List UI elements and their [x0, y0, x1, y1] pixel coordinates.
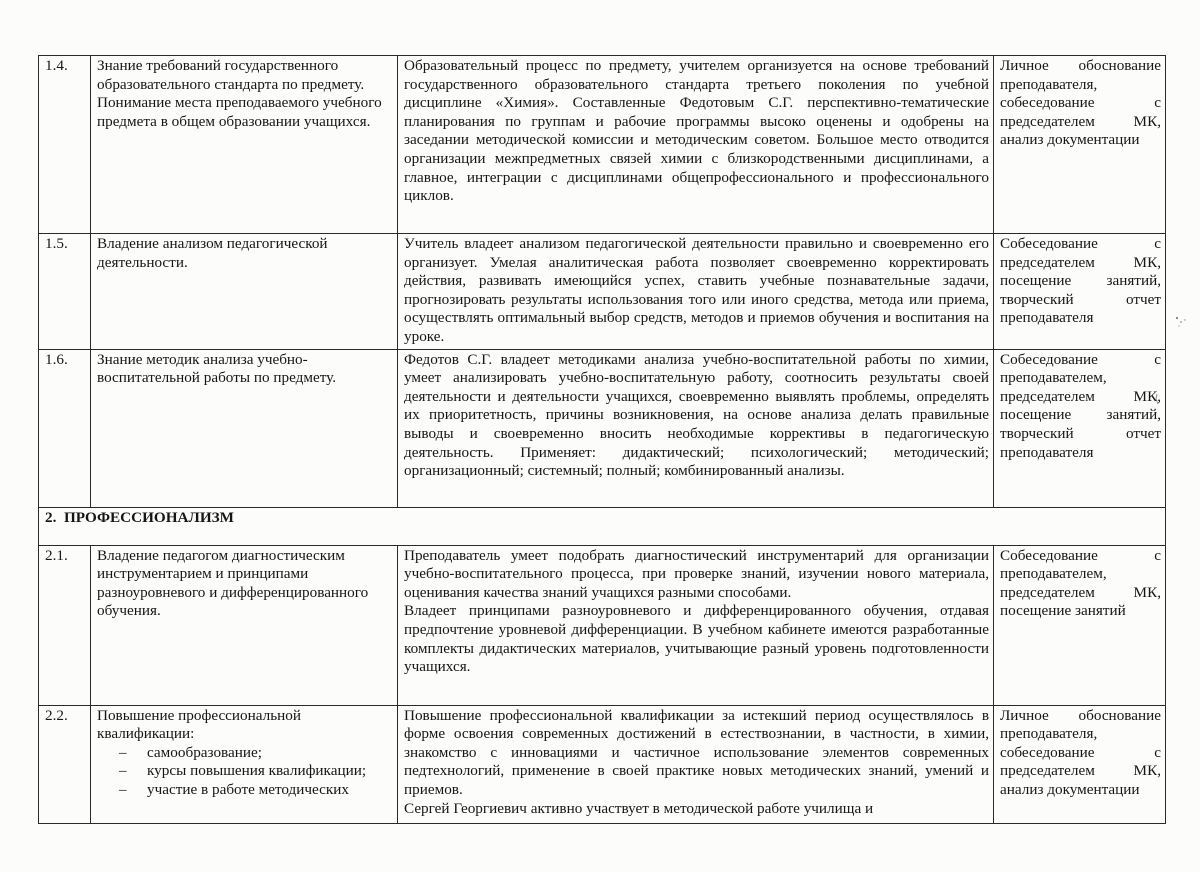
dash-bullet: –: [119, 780, 127, 798]
row-number: 1.5.: [39, 234, 91, 350]
table-row: [39, 545, 1166, 705]
section-title: ПРОФЕССИОНАЛИЗМ: [63, 508, 234, 526]
method-cell: Личное обоснование преподавателя, собеседование с председателем МК, анализ документации: [994, 56, 1166, 234]
criterion-cell: Знание требований государственного образовательного стандарта по предмету. Понимание места преподаваемого учебного предмета в общем образовании учащихся.: [91, 56, 398, 234]
criterion-heading: Повышение профессиональной квалификации:: [97, 706, 302, 743]
method-cell: Собеседование с преподавателем, председателем МК, посещение занятий, творческий отчет преподавателя: [994, 349, 1166, 507]
criterion-cell: Знание методик анализа учебно-воспитательной работы по предмету.: [91, 349, 398, 507]
description-paragraph: Владеет принципами разноуровневого и дифференцированного обучения, отдавая предпочтение уровневой дифференциации. В учебном кабинете имеются разработанные комплекты дидактических материалов, учитывающие разный уровень подготовленности учащихся.: [404, 602, 989, 676]
criterion-cell: Владение анализом педагогической деятельности.: [91, 234, 398, 350]
section-heading: [39, 507, 1166, 545]
section-row: [39, 507, 1166, 545]
list-item: – самообразование;: [119, 743, 262, 761]
section-number: 2.: [45, 508, 57, 526]
scan-speck-mark: [1172, 312, 1190, 332]
assessment-table: [38, 55, 1166, 824]
description-cell: [398, 705, 994, 823]
row-number: 2.2.: [39, 705, 91, 823]
scan-speck-mark: [1152, 393, 1162, 405]
row-number: 1.6.: [39, 349, 91, 507]
dash-bullet: –: [119, 743, 127, 761]
description-paragraph: Сергей Георгиевич активно участвует в методической работе училища и: [404, 799, 874, 817]
description-cell: Федотов С.Г. владеет методиками анализа учебно-воспитательной работы по химии, умеет анализировать учебно-воспитательную работу, соотносить результаты своей деятельности и деятельности учащихся, своевременно выявлять проблемы, определять их приоритетность, причины возникновения, на основе анализа делать правильные выводы и своевременно вносить необходимые коррективы в педагогическую деятельность. Применяет: дидактический; психологический; методический; организационный; системный; полный; комбинированный анализы.: [398, 349, 994, 507]
table-row: [39, 705, 1166, 823]
description-cell: [398, 545, 994, 705]
criterion-cell: Владение педагогом диагностическим инструментарием и принципами разноуровневого и дифференцированного обучения.: [91, 545, 398, 705]
criterion-cell: [91, 705, 398, 823]
row-number: 2.1.: [39, 545, 91, 705]
table-row: [39, 56, 1166, 234]
criterion-list: [97, 744, 393, 800]
row-number: 1.4.: [39, 56, 91, 234]
dash-bullet: –: [119, 762, 127, 780]
method-cell: Личное обоснование преподавателя, собеседование с председателем МК, анализ документации: [994, 705, 1166, 823]
description-cell: Учитель владеет анализом педагогической деятельности правильно и своевременно его организует. Умелая аналитическая работа позволяет своевременно корректировать действия, развивать имеющийся успех, ставить учебные познавательные задачи, прогнозировать результаты использования того или иного средства, метода или приема, осуществлять оптимальный выбор средств, методов и приемов обучения и воспитания на уроке.: [398, 234, 994, 350]
table-row: [39, 234, 1166, 350]
list-item: – курсы повышения квалификации;: [119, 762, 367, 780]
method-cell: Собеседование с преподавателем, председателем МК, посещение занятий: [994, 545, 1166, 705]
method-cell: Собеседование с председателем МК, посещение занятий, творческий отчет преподавателя: [994, 234, 1166, 350]
description-paragraph: Повышение профессиональной квалификации за истекший период осуществлялось в форме освоения современных достижений в естествознании, в частности, в химии, знакомство с инновациями и частичное использование элементов современных педтехнологий, применение в своей практике новых методических знаний, умений и приемов.: [404, 706, 989, 798]
description-paragraph: Преподаватель умеет подобрать диагностический инструментарий для организации учебно-воспитательного процесса, при проверке знаний, изучении нового материала, оценивания качества знаний учащихся разными способами.: [404, 546, 989, 601]
list-item: – участие в работе методических: [119, 780, 350, 798]
description-cell: Образовательный процесс по предмету, учителем организуется на основе требований государственного образовательного стандарта третьего поколения по учебной дисциплине «Химия». Составленные Федотовым С.Г. перспективно-тематические планирования по группам и рабочие программы высоко оценены и одобрены на заседании методической комиссии и методическим советом. Большое место отводится организации межпредметных связей химии с близкородственными дисциплинами, а главное, интеграции с дисциплинами общепрофессионального и профессионального циклов.: [398, 56, 994, 234]
table-row: [39, 349, 1166, 507]
